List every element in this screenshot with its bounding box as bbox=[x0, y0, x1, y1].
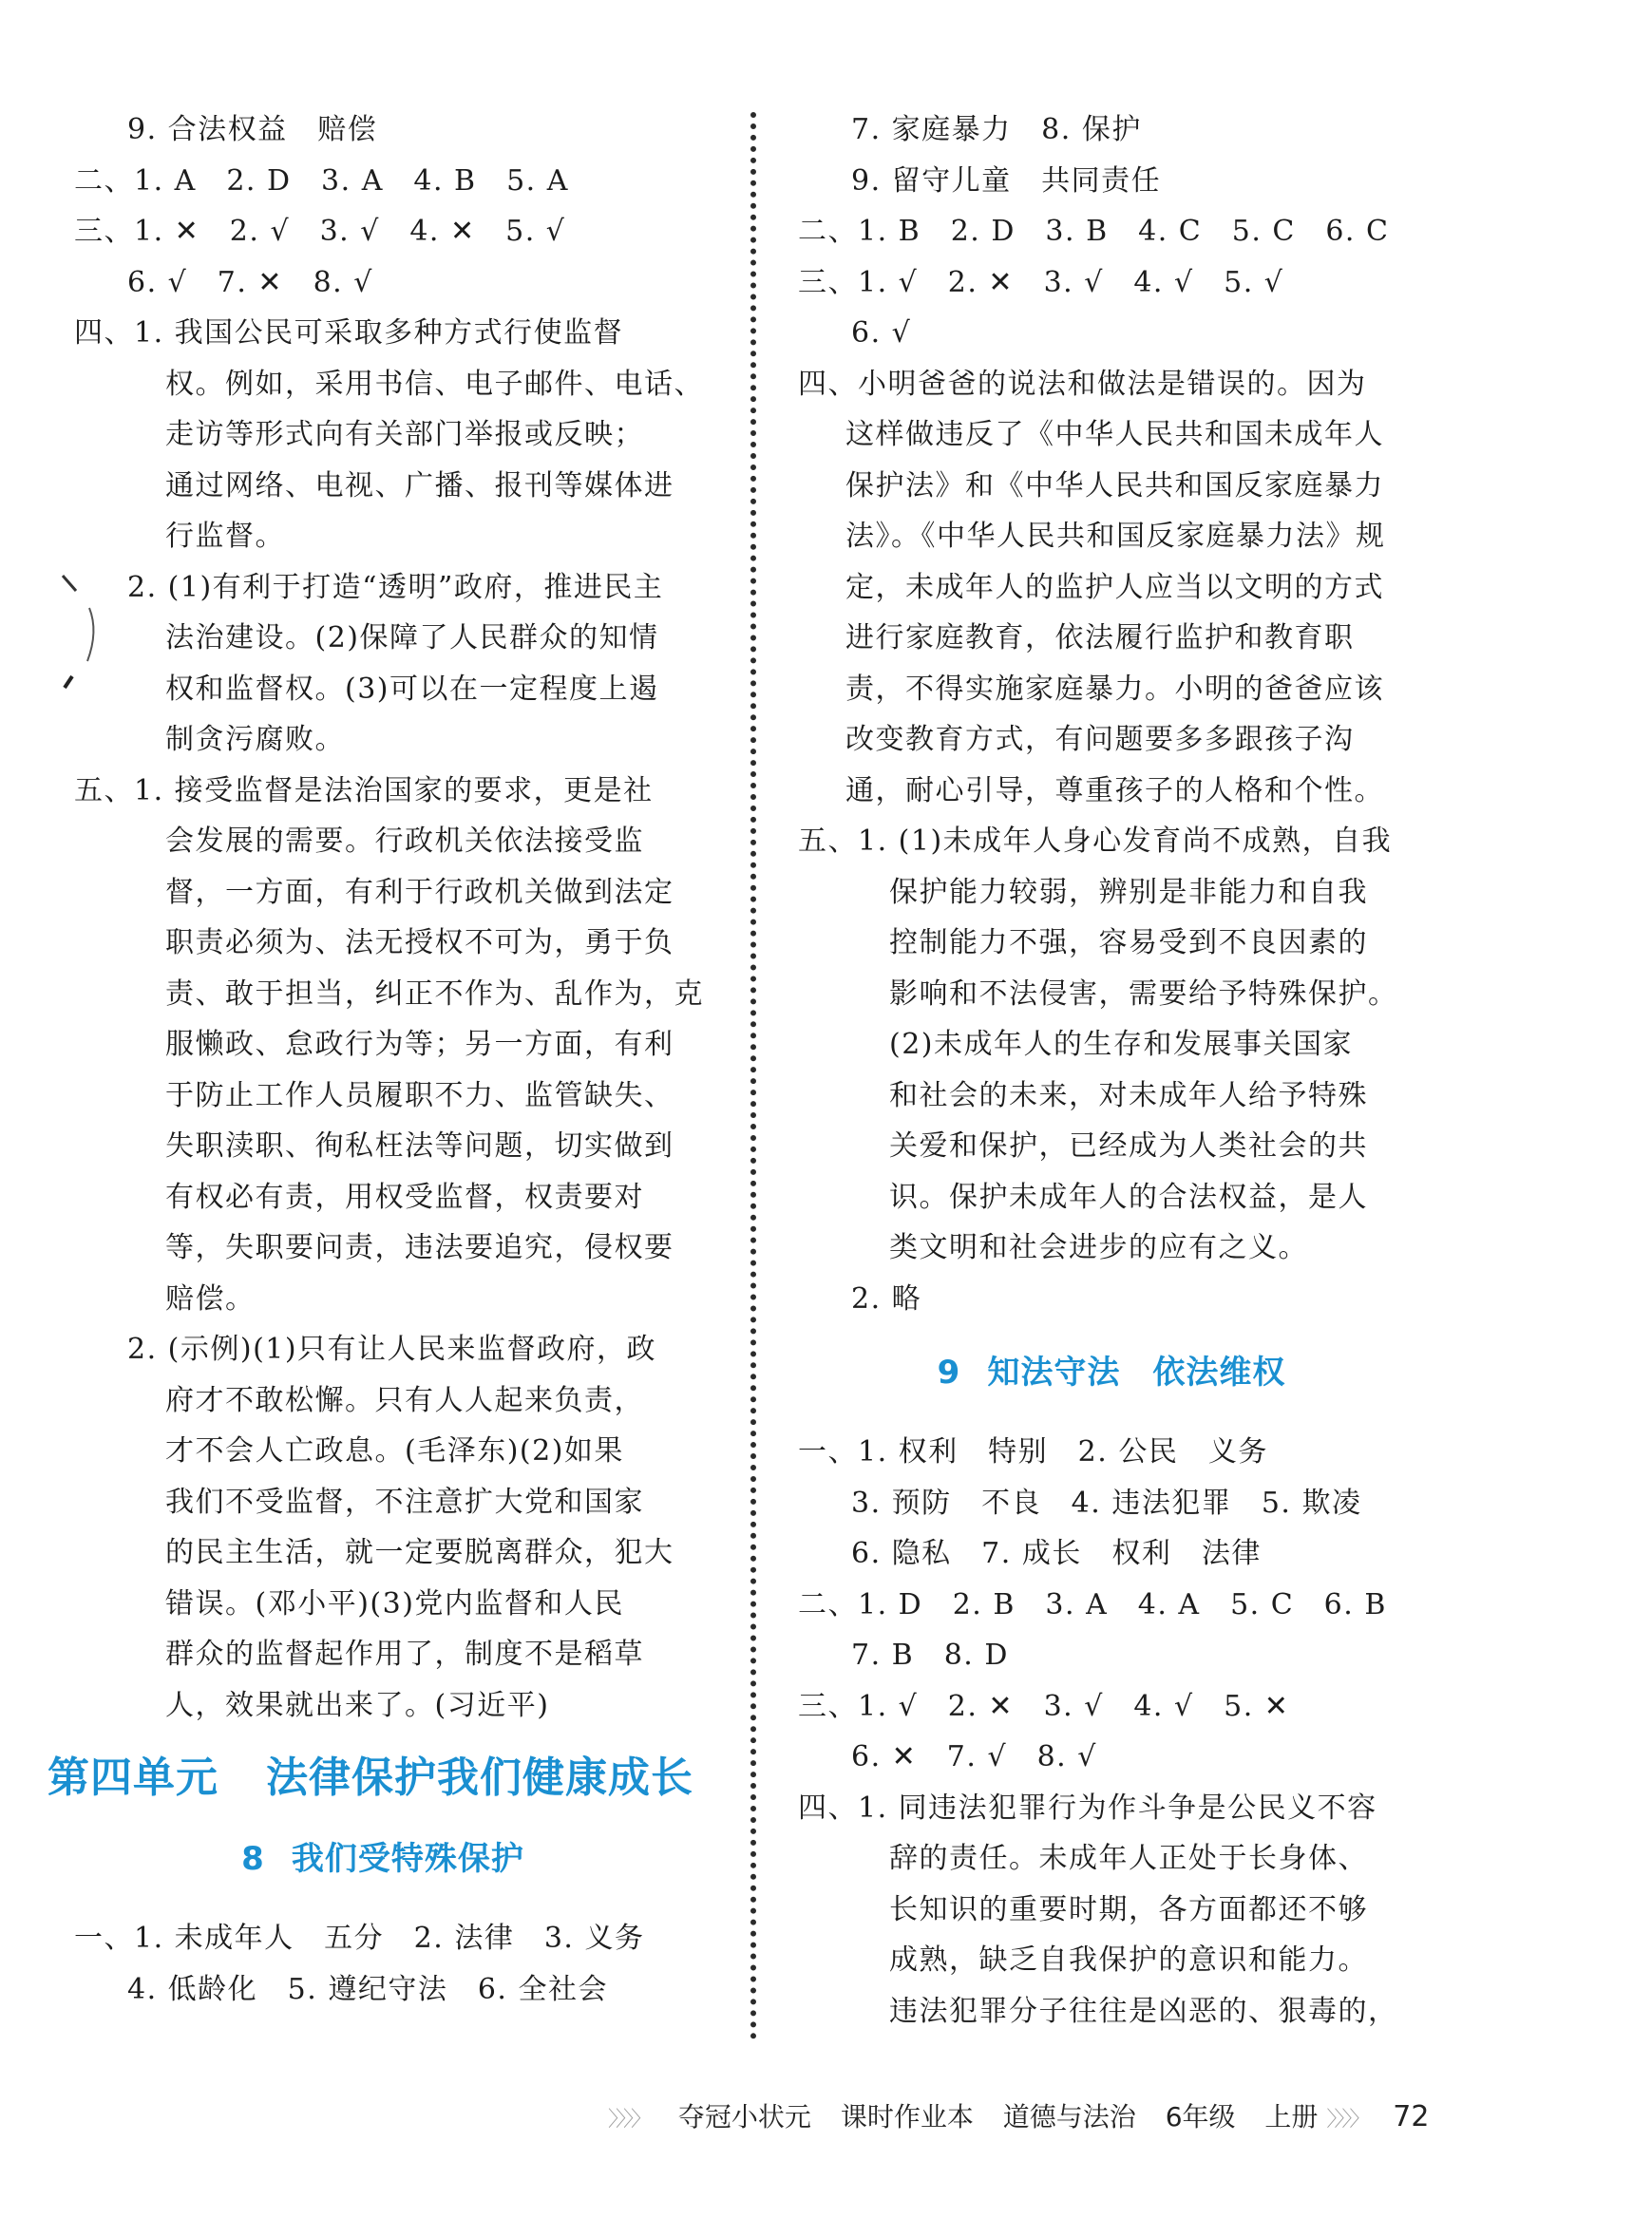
answer-line: 权。例如，采用书信、电子邮件、电话、 bbox=[165, 367, 704, 401]
answer-line: 二、1. A 2. D 3. A 4. B 5. A bbox=[74, 163, 569, 198]
answer-line: 9. 留守儿童 共同责任 bbox=[851, 163, 1162, 198]
answer-line: 失职渎职、徇私枉法等问题，切实做到 bbox=[165, 1129, 674, 1163]
answer-line: 关爱和保护，已经成为人类社会的共 bbox=[889, 1129, 1368, 1163]
answer-line: 保护法》和《中华人民共和国反家庭暴力 bbox=[845, 468, 1384, 502]
answer-line: 3. 预防 不良 4. 违法犯罪 5. 欺凌 bbox=[851, 1486, 1362, 1520]
footer-subject: 道德与法治 bbox=[1002, 2101, 1136, 2133]
unit-name: 法律保护我们健康成长 bbox=[266, 1754, 693, 1802]
answer-line: 的民主生活，就一定要脱离群众，犯大 bbox=[165, 1536, 674, 1569]
answer-line: 二、1. D 2. B 3. A 4. A 5. C 6. B bbox=[798, 1587, 1387, 1621]
answer-line: 成熟，缺乏自我保护的意识和能力。 bbox=[889, 1943, 1368, 1977]
lesson-8-number: 8 bbox=[241, 1840, 265, 1878]
answer-line: 三、1. √ 2. ✕ 3. √ 4. √ 5. √ bbox=[798, 265, 1284, 299]
answer-line: 督，一方面，有利于行政机关做到法定 bbox=[165, 875, 674, 909]
left-answer-lines bbox=[74, 104, 704, 1731]
right-answer-lines bbox=[798, 104, 1425, 1324]
lesson-9-title bbox=[798, 1349, 1425, 1396]
right-column bbox=[798, 104, 1425, 2037]
answer-line: 进行家庭教育，依法履行监护和教育职 bbox=[845, 621, 1355, 654]
answer-line: 这样做违反了《中华人民共和国未成年人 bbox=[845, 418, 1384, 451]
answer-line: 6. √ 7. ✕ 8. √ bbox=[127, 265, 373, 299]
answer-line: 6. 隐私 7. 成长 权利 法律 bbox=[851, 1537, 1262, 1570]
answer-line: 赔偿。 bbox=[165, 1281, 256, 1316]
answer-line: 定，未成年人的监护人应当以文明的方式 bbox=[845, 570, 1384, 604]
page-number: 72 bbox=[1393, 2100, 1430, 2133]
answer-line: 府才不敢松懈。只有人人起来负责， bbox=[165, 1383, 644, 1417]
answer-line: 权和监督权。(3)可以在一定程度上遏 bbox=[165, 672, 659, 706]
footer-deco: 〉〉〉〉 bbox=[608, 2108, 650, 2132]
answer-line: 二、1. B 2. D 3. B 4. C 5. C 6. C bbox=[798, 215, 1390, 248]
answer-line: 控制能力不强，容易受到不良因素的 bbox=[889, 926, 1368, 959]
answer-line: 9. 合法权益 赔偿 bbox=[127, 113, 378, 146]
answer-line: 五、1. 接受监督是法治国家的要求，更是社 bbox=[74, 773, 654, 807]
answer-line: 6. √ bbox=[851, 316, 912, 350]
answer-line: 和社会的未来，对未成年人给予特殊 bbox=[889, 1078, 1368, 1112]
footer-series: 课时作业本 bbox=[840, 2101, 974, 2133]
answer-line: 影响和不法侵害，需要给予特殊保护。 bbox=[889, 976, 1398, 1011]
page-footer bbox=[608, 2096, 1430, 2134]
answer-line: 责、敢于担当，纠正不作为、乱作为，克 bbox=[165, 976, 704, 1011]
answer-line: 2. 略 bbox=[851, 1281, 922, 1316]
answer-line: 法治建设。(2)保障了人民群众的知情 bbox=[165, 621, 659, 654]
answer-line: 保护能力较弱，辨别是非能力和自我 bbox=[889, 875, 1368, 909]
answer-line: 改变教育方式，有问题要多多跟孩子沟 bbox=[845, 723, 1355, 756]
lesson-8-title bbox=[74, 1835, 692, 1883]
lesson-9-answers bbox=[798, 1427, 1425, 2037]
answer-line: 6. ✕ 7. √ 8. √ bbox=[851, 1740, 1097, 1773]
answer-line: 五、1. (1)未成年人身心发育尚不成熟，自我 bbox=[798, 825, 1393, 858]
answer-line: 通过网络、电视、广播、报刊等媒体进 bbox=[165, 468, 674, 502]
footer-grade: 6年级 bbox=[1165, 2101, 1236, 2133]
answer-line: 四、1. 我国公民可采取多种方式行使监督 bbox=[74, 316, 624, 350]
answer-line: 我们不受监督，不注意扩大党和国家 bbox=[165, 1485, 644, 1519]
answer-line: 会发展的需要。行政机关依法接受监 bbox=[165, 825, 644, 858]
lesson-9-name-b: 依法维权 bbox=[1152, 1354, 1286, 1392]
answer-line: 责，不得实施家庭暴力。小明的爸爸应该 bbox=[845, 672, 1384, 706]
answer-line: 7. B 8. D bbox=[851, 1639, 1009, 1672]
answer-line: 三、1. ✕ 2. √ 3. √ 4. ✕ 5. √ bbox=[74, 215, 566, 248]
answer-line: 四、1. 同违法犯罪行为作斗争是公民义不容 bbox=[798, 1791, 1377, 1825]
answer-line: 走访等形式向有关部门举报或反映； bbox=[165, 418, 644, 451]
answer-line: 长知识的重要时期，各方面都还不够 bbox=[889, 1892, 1368, 1926]
answer-line: 服懒政、怠政行为等；另一方面，有利 bbox=[165, 1028, 674, 1061]
answer-line: 三、1. √ 2. ✕ 3. √ 4. √ 5. ✕ bbox=[798, 1689, 1290, 1723]
answer-line: 4. 低龄化 5. 遵纪守法 6. 全社会 bbox=[127, 1972, 608, 2006]
lesson-8-answers bbox=[74, 1913, 692, 2015]
unit-title bbox=[47, 1750, 692, 1807]
lesson-9-name-a: 知法守法 bbox=[987, 1354, 1121, 1392]
left-column bbox=[47, 104, 704, 2015]
answer-line: 制贪污腐败。 bbox=[165, 723, 345, 756]
answer-line: 2. (示例)(1)只有让人民来监督政府，政 bbox=[127, 1333, 657, 1366]
footer-deco-right: 〉〉〉〉 bbox=[1326, 2108, 1368, 2132]
answer-line: 法》。《中华人民共和国反家庭暴力法》规 bbox=[845, 520, 1386, 553]
answer-line: (2)未成年人的生存和发展事关国家 bbox=[889, 1028, 1353, 1061]
answer-line: 错误。(邓小平)(3)党内监督和人民 bbox=[165, 1586, 624, 1621]
lesson-8-name: 我们受特殊保护 bbox=[291, 1840, 524, 1878]
answer-line: 辞的责任。未成年人正处于长身体、 bbox=[889, 1842, 1368, 1875]
answer-line: 7. 家庭暴力 8. 保护 bbox=[851, 113, 1142, 146]
lesson-9-number: 9 bbox=[937, 1354, 961, 1392]
answer-line: 行监督。 bbox=[165, 520, 285, 553]
answer-line: 职责必须为、法无授权不可为，勇于负 bbox=[165, 926, 674, 959]
answer-line: 人，效果就出来了。(习近平) bbox=[165, 1688, 550, 1722]
unit-number: 第四单元 bbox=[47, 1754, 218, 1802]
answer-line: 有权必有责，用权受监督，权责要对 bbox=[165, 1180, 644, 1214]
answer-line: 通，耐心引导，尊重孩子的人格和个性。 bbox=[845, 773, 1384, 807]
answer-line: 2. (1)有利于打造“透明”政府，推进民主 bbox=[127, 570, 664, 604]
answer-line: 类文明和社会进步的应有之义。 bbox=[889, 1231, 1308, 1264]
answer-line: 四、小明爸爸的说法和做法是错误的。因为 bbox=[798, 367, 1367, 401]
answer-line: 等，失职要问责，违法要追究，侵权要 bbox=[165, 1231, 674, 1264]
footer-brand: 夺冠小状元 bbox=[677, 2101, 811, 2133]
answer-line: 一、1. 未成年人 五分 2. 法律 3. 义务 bbox=[74, 1922, 645, 1955]
answer-line: 于防止工作人员履职不力、监管缺失、 bbox=[165, 1078, 674, 1112]
column-divider bbox=[750, 112, 756, 2040]
answer-line: 违法犯罪分子往往是凶恶的、狠毒的， bbox=[889, 1994, 1398, 2028]
answer-line: 群众的监督起作用了，制度不是稻草 bbox=[165, 1638, 644, 1671]
answer-line: 才不会人亡政息。(毛泽东)(2)如果 bbox=[165, 1434, 624, 1468]
answer-line: 一、1. 权利 特别 2. 公民 义务 bbox=[798, 1435, 1268, 1469]
footer-volume: 上册 bbox=[1264, 2101, 1319, 2133]
answer-line: 识。保护未成年人的合法权益，是人 bbox=[889, 1180, 1368, 1214]
